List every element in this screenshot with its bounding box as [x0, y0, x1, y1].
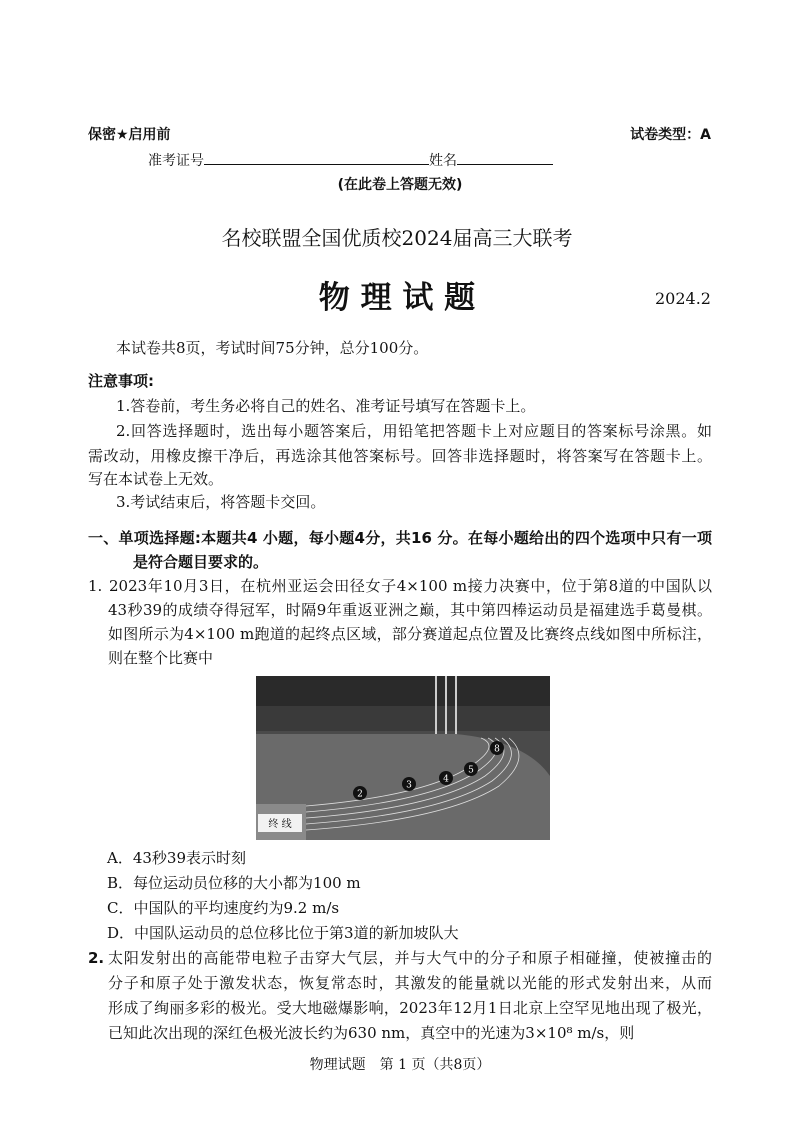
exam-date: 2024.2 — [655, 289, 711, 308]
finish-line-label: 终 线 — [268, 819, 292, 830]
intro-text: 本试卷共8页，考试时间75分钟，总分100分。 — [116, 339, 429, 357]
q1-option-a: A．43秒39表示时刻 — [107, 849, 247, 867]
track-photo — [256, 676, 550, 840]
q1-line-4: 则在整个比赛中 — [108, 649, 214, 667]
notice-item-2-line-3: 写在本试卷上无效。 — [88, 470, 224, 488]
notice-item-2-line-1: 2.回答选择题时，选出每小题答案后，用铅笔把答题卡上对应题目的答案标号涂黑。如 — [116, 422, 712, 440]
lane-marker-8 — [490, 741, 504, 755]
q1-option-c: C．中国队的平均速度约为9.2 m/s — [107, 899, 340, 917]
name-blank — [457, 150, 553, 165]
lane-marker-5 — [464, 762, 478, 776]
svg-text:3: 3 — [406, 780, 412, 791]
name-label: 姓名 — [429, 153, 457, 169]
notice-item-1: 1.答卷前，考生务必将自己的姓名、准考证号填写在答题卡上。 — [116, 397, 536, 415]
notice-item-2-line-2: 需改动，用橡皮擦干净后，再选涂其他答案标号。回答非选择题时，将答案写在答题卡上。 — [88, 447, 712, 465]
svg-text:4: 4 — [443, 774, 449, 785]
lane-marker-4 — [439, 771, 453, 785]
q1-number: 1. — [88, 577, 103, 595]
paper-type-label: 试卷类型：A — [630, 127, 711, 143]
section-1-heading: 一、单项选择题:本题共4 小题，每小题4分，共16 分。在每小题给出的四个选项中只有一项 — [88, 529, 712, 547]
q2-line-2: 分子和原子处于激发状态，恢复常态时，其激发的能量就以光能的形式发射出来，从而 — [108, 974, 712, 992]
q2-line-4: 已知此次出现的深红色极光波长约为630 nm，真空中的光速为3×10⁸ m/s，则 — [108, 1024, 635, 1042]
exam-id-label: 准考证号 — [148, 153, 204, 169]
section-1-heading-cont: 是符合题目要求的。 — [133, 553, 269, 571]
q1-line-2: 43秒39的成绩夺得冠军，时隔9年重返亚洲之巅，其中第四棒运动员是福建选手葛曼棋。 — [108, 601, 712, 619]
q1-option-b: B．每位运动员位移的大小都为100 m — [107, 874, 361, 892]
lane-marker-2 — [353, 786, 367, 800]
page-title: 物 理 试 题 — [318, 280, 476, 316]
svg-text:8: 8 — [494, 744, 500, 755]
q2-line-3: 形成了绚丽多彩的极光。受大地磁爆影响，2023年12月1日北京上空罕见地出现了极光， — [108, 999, 712, 1017]
q2-line-1: 太阳发射出的高能带电粒子击穿大气层，并与大气中的分子和原子相碰撞，使被撞击的 — [108, 949, 712, 967]
q2-number: 2. — [88, 949, 105, 967]
lane-marker-3 — [402, 777, 416, 791]
exam-subtitle: 名校联盟全国优质校2024届高三大联考 — [221, 226, 573, 250]
svg-text:5: 5 — [468, 765, 474, 776]
invalid-note: (在此卷上答题无效) — [337, 177, 463, 193]
confidential-label: 保密★启用前 — [88, 127, 171, 143]
notice-heading: 注意事项: — [88, 372, 154, 390]
notice-item-3: 3.考试结束后，将答题卡交回。 — [116, 493, 326, 511]
q1-option-d: D．中国队运动员的总位移比位于第3道的新加坡队大 — [107, 924, 459, 942]
q1-line-3: 如图所示为4×100 m跑道的起终点区域，部分赛道起点位置及比赛终点线如图中所标注， — [108, 625, 712, 643]
exam-id-blank — [204, 150, 429, 165]
exam-id-row — [148, 150, 553, 171]
svg-text:2: 2 — [357, 789, 363, 800]
q1-line-1: 2023年10月3日，在杭州亚运会田径女子4×100 m接力决赛中，位于第8道的中国队以 — [109, 577, 712, 595]
page-footer: 物理试题 第 1 页（共8页） — [309, 1057, 491, 1073]
